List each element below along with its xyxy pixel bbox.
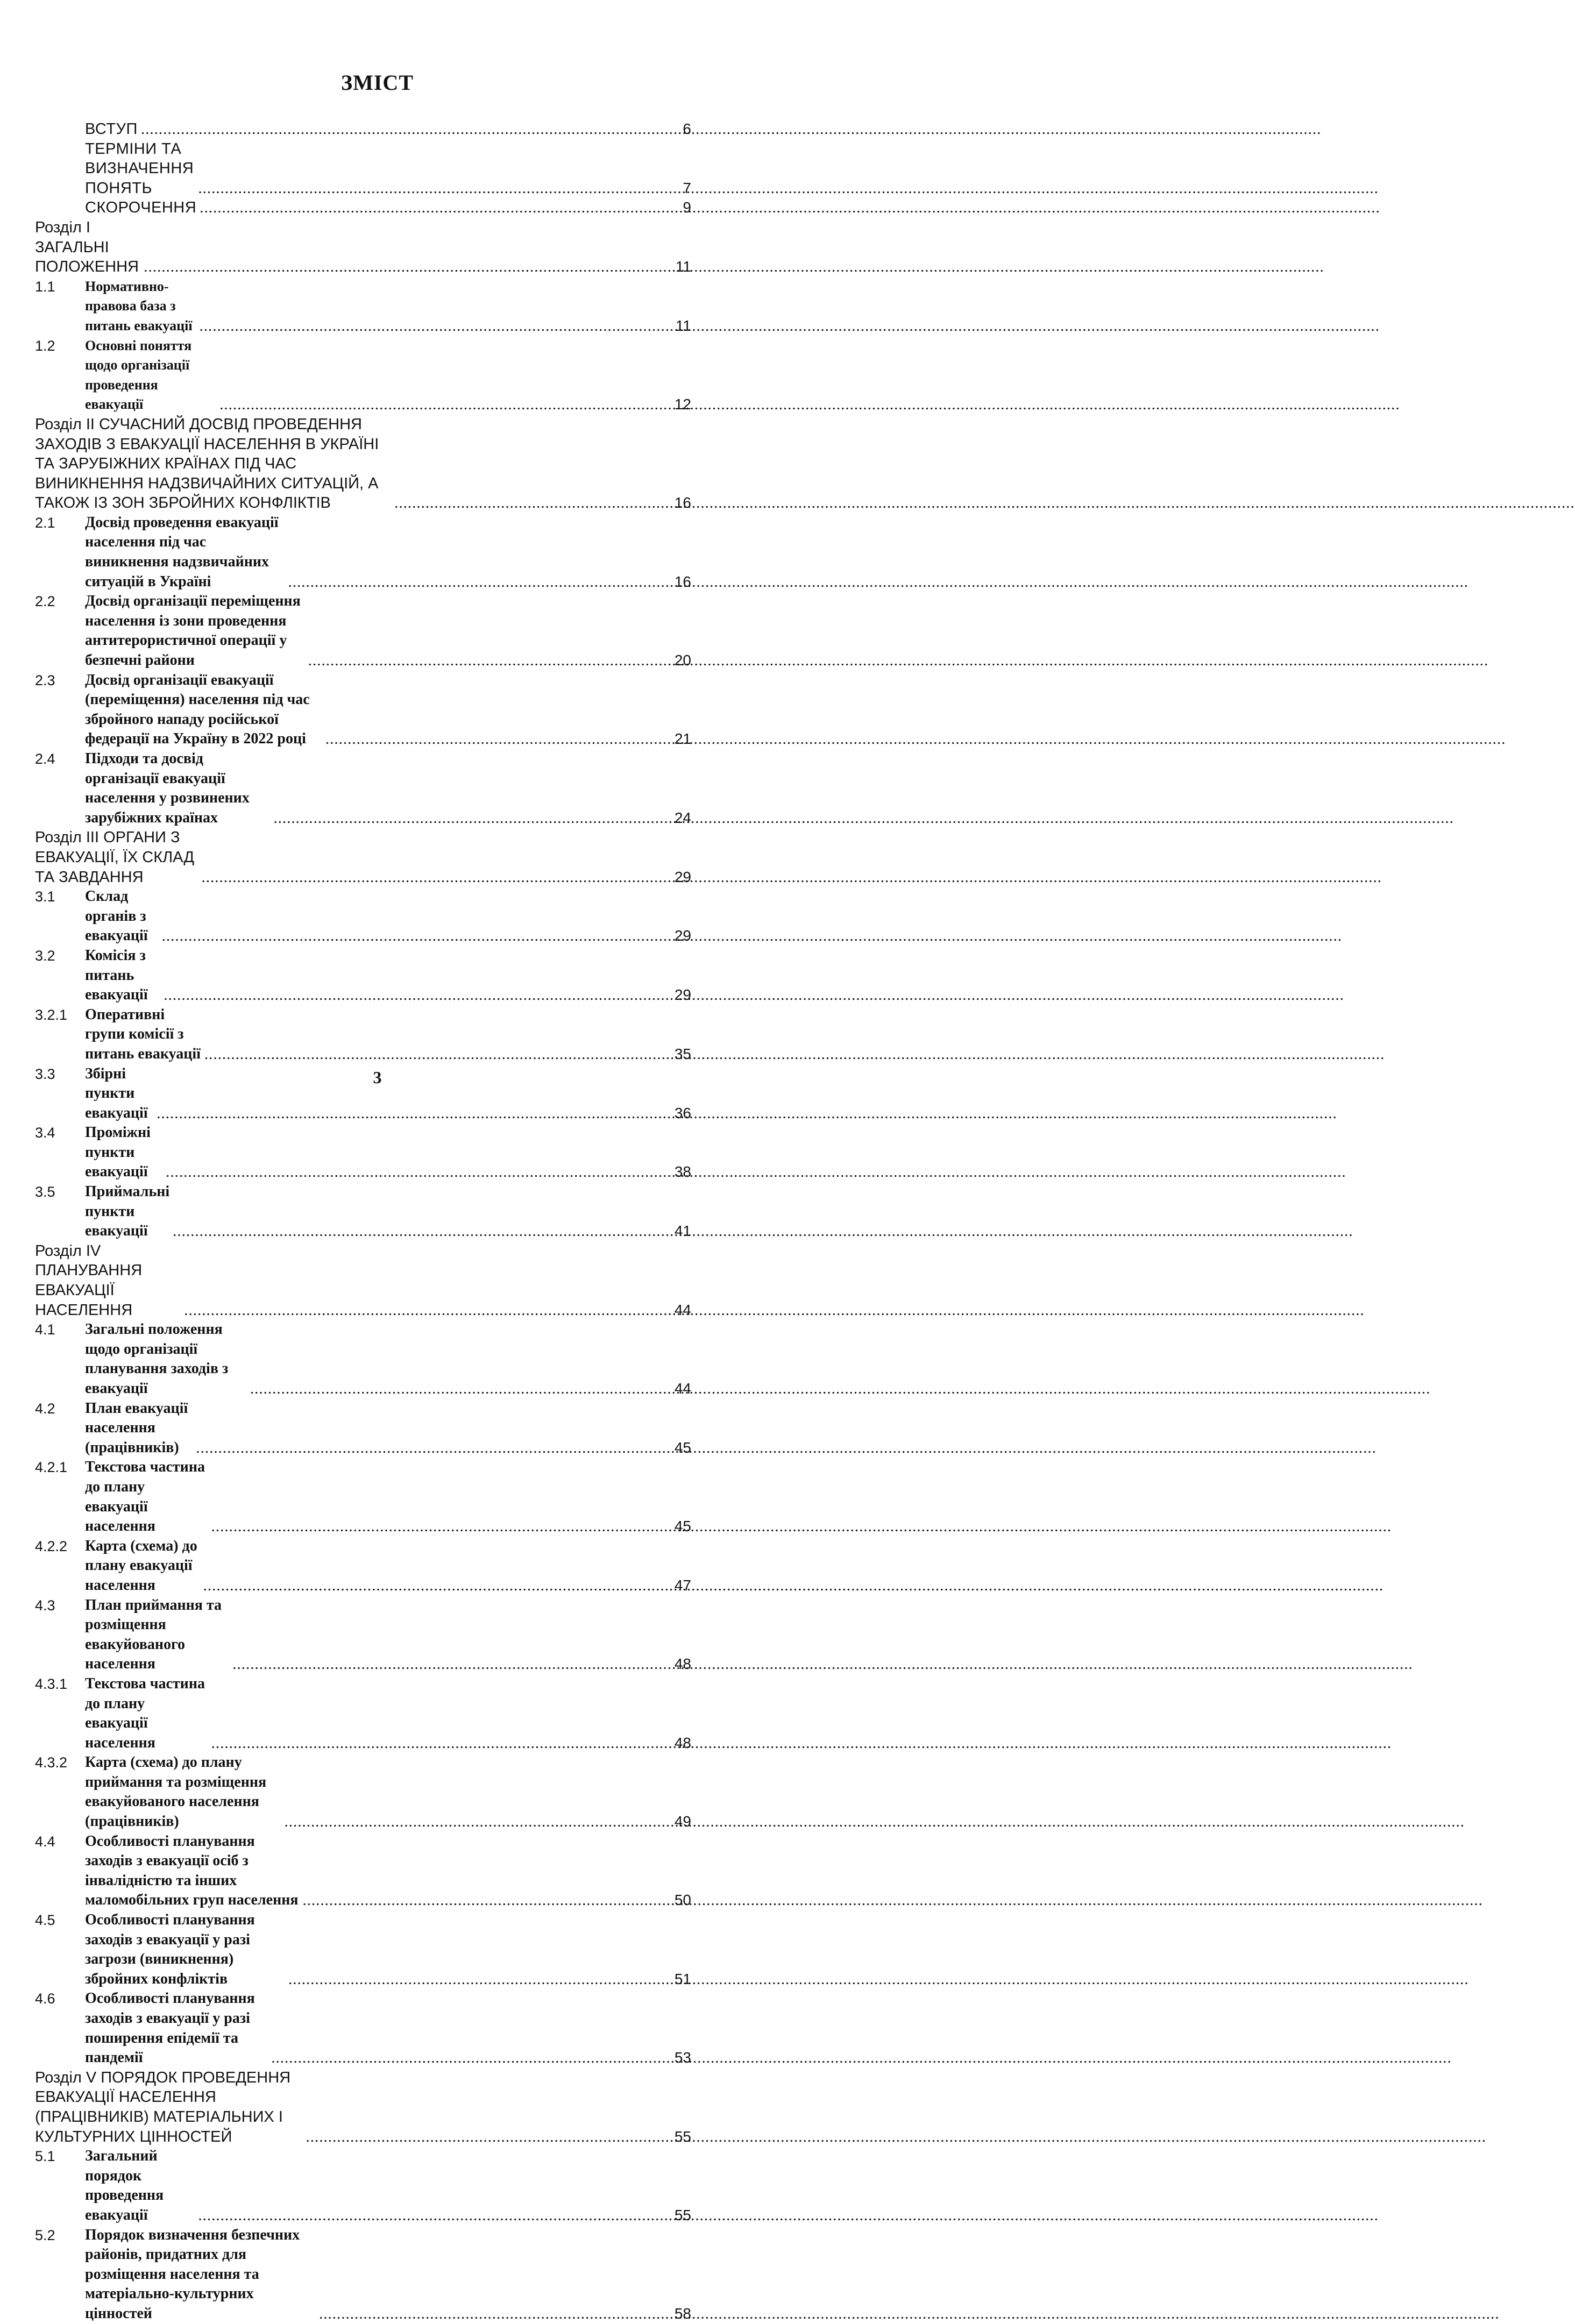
leader-dots: [144, 257, 659, 277]
toc-entry-number: 3.4: [35, 1125, 55, 1141]
toc-entry: [35, 1989, 691, 2067]
toc-entry-page: 36: [674, 1104, 691, 1121]
toc-entry-number: 4.3: [35, 1597, 55, 1614]
toc-entry: [35, 1753, 691, 1831]
page-number: 3: [373, 1068, 382, 1087]
toc-entry-title: Проміжні пункти евакуації: [85, 1124, 151, 1181]
toc-entry-title: Склад органів з евакуації: [85, 888, 148, 944]
toc-entry-number: 3.5: [35, 1184, 55, 1200]
toc-entry-title: Нормативно-правова база з питань евакуації: [85, 278, 193, 333]
toc-entry-page: 29: [674, 927, 691, 944]
leader-dots: [202, 868, 659, 887]
toc-entry-title: Особливості планування заходів з евакуації у разі загрози (виникнення) збройних конфліктів: [85, 1911, 255, 1987]
toc-entry-title: Карта (схема) до плану приймання та розміщення евакуйованого населення (працівників): [85, 1754, 267, 1830]
leader-dots: [199, 316, 659, 336]
toc-entry-title: Розділ IV ПЛАНУВАННЯ ЕВАКУАЦІЇ НАСЕЛЕННЯ: [35, 1242, 143, 1319]
toc-entry: [35, 1596, 691, 1674]
leader-dots: [319, 2304, 659, 2324]
leader-dots: [166, 1162, 659, 1182]
toc-entry-page: 47: [674, 1576, 691, 1594]
toc-entry-page: 16: [674, 494, 691, 511]
toc-entry-page: 55: [674, 2128, 691, 2145]
toc-entry-title: План евакуації населення (працівників): [85, 1399, 188, 1456]
leader-dots: [198, 2206, 659, 2226]
toc-entry: [35, 198, 691, 218]
toc-entry-page: 58: [674, 2305, 691, 2322]
toc-entry-title: Особливості планування заходів з евакуації у разі поширення епідемії та пандемії: [85, 1990, 255, 2066]
toc-entry-title: Особливості планування заходів з евакуації осіб з інвалідністю та інших маломобільних груп населення: [85, 1832, 299, 1909]
toc-entry-page: 9: [683, 199, 691, 216]
toc-entry-page: 16: [674, 573, 691, 590]
toc-entry: [35, 1910, 691, 1989]
toc-entry-number: 3.2.1: [35, 1006, 68, 1023]
toc-entry: [35, 592, 691, 670]
toc-entry-page: 48: [674, 1734, 691, 1751]
toc-entry-title: Приймальні пункти евакуації: [85, 1183, 170, 1240]
toc-entry: [35, 513, 691, 592]
toc-entry-title: Розділ V ПОРЯДОК ПРОВЕДЕННЯ ЕВАКУАЦІЇ НАСЕЛЕННЯ (ПРАЦІВНИКІВ) МАТЕРІАЛЬНИХ І КУЛЬТУРНИХ ЦІННОСТЕЙ: [35, 2069, 291, 2145]
toc-entry: [35, 1320, 691, 1398]
leader-dots: [306, 2127, 659, 2147]
toc-entry: [35, 1123, 691, 1182]
toc-entry-number: 3.2: [35, 947, 55, 964]
toc-entry-title: Досвід проведення евакуації населення під час виникнення надзвичайних ситуацій в Україні: [85, 514, 279, 590]
toc-entry: [35, 1005, 691, 1064]
leader-dots: [308, 651, 659, 671]
toc-entry-number: 4.5: [35, 1912, 55, 1929]
toc-entry-title: Розділ І ЗАГАЛЬНІ ПОЛОЖЕННЯ: [35, 218, 139, 276]
toc-entry-page: 6: [683, 120, 691, 137]
toc-entry-page: 35: [674, 1045, 691, 1062]
toc-entry-number: 4.2: [35, 1400, 55, 1417]
toc-entry: [35, 119, 691, 139]
leader-dots: [325, 729, 659, 749]
toc-entry-title: Карта (схема) до плану евакуації населення: [85, 1537, 197, 1594]
toc-entry: [35, 139, 691, 198]
leader-dots: [173, 1221, 659, 1241]
toc-entry-number: 1.1: [35, 278, 55, 295]
toc-entry-title: ВСТУП: [85, 120, 138, 138]
toc-entry-page: 12: [674, 396, 691, 413]
toc-entry-number: 4.2.2: [35, 1538, 68, 1554]
toc-entry-title: Основні поняття щодо організації проведення евакуації: [85, 337, 192, 413]
leader-dots: [204, 1044, 659, 1064]
leader-dots: [184, 1300, 659, 1320]
toc-entry-number: 4.1: [35, 1321, 55, 1338]
toc-entry-page: 45: [674, 1439, 691, 1456]
toc-entry-title: Текстова частина до плану евакуації населення: [85, 1675, 205, 1751]
toc-entry-page: 49: [674, 1813, 691, 1830]
leader-dots: [203, 1576, 659, 1596]
toc-entry-page: 20: [674, 652, 691, 669]
toc-entry-title: Розділ ІІІ ОРГАНИ З ЕВАКУАЦІЇ, ЇХ СКЛАД ТА ЗАВДАННЯ: [35, 829, 195, 886]
toc-entry-title: План приймання та розміщення евакуйованого населення: [85, 1596, 222, 1673]
toc-entry-title: Досвід організації евакуації (переміщення) населення під час збройного нападу російської федерації на Україну в 2022 році: [85, 671, 310, 748]
leader-dots: [211, 1517, 659, 1537]
page-title: ЗМІСТ: [341, 70, 414, 95]
toc-entry: [35, 218, 691, 277]
toc-entry-number: 1.2: [35, 337, 55, 354]
leader-dots: [141, 119, 659, 139]
toc-entry-number: 3.3: [35, 1065, 55, 1082]
toc-entry: [35, 1399, 691, 1458]
toc-entry-number: 5.2: [35, 2227, 55, 2243]
leader-dots: [288, 1970, 659, 1989]
leader-dots: [232, 1654, 659, 1674]
toc-entry: [35, 828, 691, 887]
toc-entry-number: 4.2.1: [35, 1459, 68, 1476]
toc-entry-title: Загальні положення щодо організації планування заходів з евакуації: [85, 1321, 229, 1397]
toc-entry-number: 2.2: [35, 593, 55, 610]
toc-entry-page: 50: [674, 1892, 691, 1909]
toc-entry-title: Комісія з питань евакуації: [85, 947, 148, 1004]
toc-entry-page: 11: [675, 317, 691, 334]
toc-entry-number: 2.1: [35, 514, 55, 531]
toc-entry-page: 29: [674, 868, 691, 885]
toc-entry-title: СКОРОЧЕННЯ: [85, 199, 197, 217]
toc-entry-page: 7: [683, 179, 691, 196]
toc-entry: [35, 671, 691, 749]
toc-entry-page: 44: [674, 1301, 691, 1318]
toc-entry: [35, 887, 691, 946]
toc-entry: [35, 2226, 691, 2324]
toc-entry-page: 38: [674, 1163, 691, 1181]
leader-dots: [273, 808, 659, 828]
toc-entry-title: Підходи та досвід організації евакуації населення у розвинених зарубіжних країнах: [85, 750, 250, 826]
leader-dots: [164, 985, 659, 1005]
leader-dots: [394, 493, 659, 513]
toc-entry-number: 4.3.1: [35, 1675, 68, 1692]
toc-entry: [35, 946, 691, 1005]
toc-entry: [35, 1241, 691, 1320]
toc-entry-page: 29: [674, 986, 691, 1004]
toc-entry-page: 21: [674, 730, 691, 748]
toc-entry-number: 2.3: [35, 672, 55, 688]
toc-entry: [35, 415, 691, 513]
leader-dots: [271, 2048, 659, 2068]
toc-entry: [35, 336, 691, 415]
toc-entry-page: 44: [674, 1380, 691, 1397]
toc-entry-number: 2.4: [35, 751, 55, 767]
toc-entry-title: Збірні пункти евакуації: [85, 1065, 148, 1121]
toc-entry-title: Порядок визначення безпечних районів, придатних для розміщення населення та матеріально-культурних цінностей: [85, 2226, 300, 2322]
toc-entry: [35, 1832, 691, 1910]
leader-dots: [200, 198, 659, 218]
toc-entry: [35, 2068, 691, 2147]
toc-entry: [35, 1458, 691, 1536]
toc-entry-number: 4.3.2: [35, 1754, 68, 1771]
toc-entry-number: 4.4: [35, 1833, 55, 1850]
toc-entry-title: Розділ ІІ СУЧАСНИЙ ДОСВІД ПРОВЕДЕННЯ ЗАХОДІВ З ЕВАКУАЦІЇ НАСЕЛЕННЯ В УКРАЇНІ ТА ЗАРУБІЖНИХ КРАЇНАХ ПІД ЧАС ВИНИКНЕННЯ НАДЗВИЧАЙНИХ СИТУАЦІЙ, А ТАКОЖ ІЗ ЗОН ЗБРОЙНИХ КОНФЛІКТІВ: [35, 415, 379, 512]
leader-dots: [302, 1891, 659, 1910]
toc-entry-page: 55: [674, 2206, 691, 2223]
document-page: [0, 0, 755, 2322]
toc-entry-page: 11: [675, 258, 691, 275]
toc-entry-number: 3.1: [35, 889, 55, 905]
toc-entry-number: 5.1: [35, 2148, 55, 2165]
leader-dots: [288, 572, 659, 592]
toc-entry: [35, 749, 691, 828]
toc-entry-title: Текстова частина до плану евакуації населення: [85, 1459, 205, 1535]
toc-entry-title: ТЕРМІНИ ТА ВИЗНАЧЕННЯ ПОНЯТЬ: [85, 140, 194, 197]
leader-dots: [196, 1438, 659, 1458]
leader-dots: [211, 1733, 659, 1753]
toc-entry-title: Оперативні групи комісії з питань евакуації: [85, 1006, 201, 1062]
leader-dots: [157, 1104, 659, 1124]
toc-entry-page: 48: [674, 1655, 691, 1673]
leader-dots: [284, 1812, 659, 1832]
toc-entry: [35, 1182, 691, 1241]
toc-entry-title: Загальний порядок проведення евакуації: [85, 2148, 164, 2223]
toc-entry-page: 41: [674, 1223, 691, 1240]
table-of-contents: [35, 119, 691, 2324]
toc-entry-title: Досвід організації переміщення населення із зони проведення антитерористичної операції у безпечні райони: [85, 593, 301, 669]
toc-entry-page: 45: [674, 1518, 691, 1535]
toc-entry: [35, 2147, 691, 2225]
toc-entry-number: 4.6: [35, 1991, 55, 2007]
toc-entry: [35, 1537, 691, 1596]
leader-dots: [198, 179, 659, 198]
toc-entry-page: 53: [674, 2049, 691, 2066]
toc-entry-page: 24: [674, 809, 691, 826]
leader-dots: [162, 926, 659, 946]
toc-entry-page: 51: [674, 1970, 691, 1987]
toc-entry: [35, 1674, 691, 1753]
toc-entry: [35, 277, 691, 336]
leader-dots: [219, 395, 659, 415]
leader-dots: [250, 1379, 659, 1399]
